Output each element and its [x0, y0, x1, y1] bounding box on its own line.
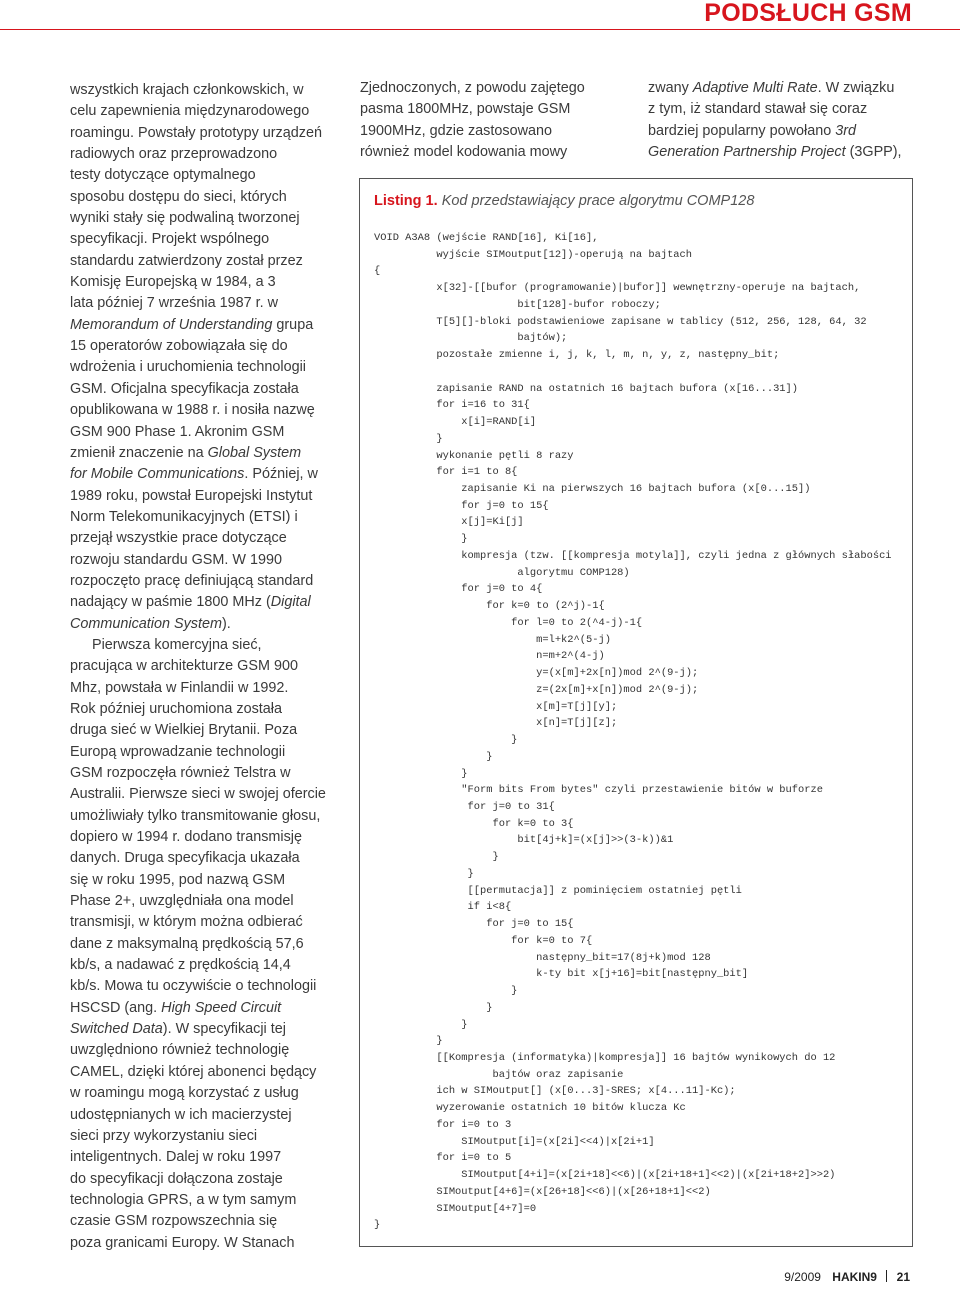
code-line: }: [374, 767, 468, 780]
text-line: Memorandum of Understanding grupa: [70, 316, 314, 333]
text-line: nadający w paśmie 1800 MHz (Digital: [70, 594, 311, 611]
listing-description: Kod przedstawiający prace algorytmu COMP128: [441, 193, 755, 209]
text-line: umożliwiały tylko transmitowanie głosu,: [70, 807, 321, 824]
text-line: GSM 900 Phase 1. Akronim GSM: [70, 423, 285, 440]
code-line: }: [374, 734, 518, 747]
text-line: bardziej popularny powołano 3rd: [648, 122, 857, 139]
listing-label: Listing 1.: [374, 193, 438, 209]
text-line: druga sieć w Wielkiej Brytanii. Poza: [70, 722, 298, 739]
text-line: Rok później uruchomiona została: [70, 700, 282, 717]
code-line: ich w SIMoutput[] (x[0...3]-SRES; x[4...11]-Kc);: [374, 1085, 736, 1098]
text-line: rozpoczęto pracę definiującą standard: [70, 572, 314, 589]
code-line: {: [374, 265, 381, 278]
text-line: for Mobile Communications. Później, w: [70, 466, 318, 483]
code-block: [374, 230, 892, 1234]
code-line: bit[4j+k]=(x[j]>>(3-k))&1: [374, 834, 674, 847]
text-line: transmisji, w którym można odbierać: [70, 914, 303, 931]
text-line: danych. Druga specyfikacja ukazała: [70, 850, 300, 867]
code-line: x[i]=RAND[i]: [374, 416, 537, 429]
code-line: x[n]=T[j][z];: [374, 717, 618, 730]
text-line: pasma 1800MHz, powstaje GSM: [360, 101, 571, 118]
code-line: pozostałe zmienne i, j, k, l, m, n, y, z, następny_bit;: [374, 349, 780, 362]
text-line: GSM. Oficjalna specyfikacja została: [70, 380, 299, 397]
text-line: technologia GPRS, a w tym samym: [70, 1191, 297, 1208]
text-line: poza granicami Europy. W Stanach: [70, 1234, 295, 1251]
section-title: PODSŁUCH GSM: [704, 0, 912, 27]
code-line: }: [374, 432, 443, 445]
code-line: T[5][]-bloki podstawieniowe zapisane w tablicy (512, 256, 128, 64, 32: [374, 315, 867, 328]
text-line: sieci przy wykorzystaniu sieci: [70, 1127, 258, 1144]
text-line: specyfikacji. Projekt wspólnego: [70, 231, 270, 248]
code-line: }: [374, 750, 493, 763]
text-line: w roamingu mogą korzystać z usług: [70, 1085, 299, 1102]
code-line: "Form bits From bytes" czyli przestawienie bitów w buforze: [374, 784, 823, 797]
code-line: x[32]-[[bufor (programowanie)|bufor]] wewnętrzny-operuje na bajtach,: [374, 282, 861, 295]
text-line: dane z maksymalną prędkością 57,6: [70, 935, 304, 952]
code-line: następny_bit=17(8j+k)mod 128: [374, 951, 711, 964]
code-line: x[m]=T[j][y];: [374, 700, 618, 713]
code-line: for j=0 to 15{: [374, 918, 574, 931]
text-line: wdrożenia i uruchomienia technologii: [70, 359, 306, 376]
issue-number: 9/2009: [784, 1270, 821, 1284]
code-line: for k=0 to (2^j)-1{: [374, 600, 605, 613]
code-line: }: [374, 1035, 443, 1048]
text-line: sposobu dostępu do sieci, których: [70, 188, 287, 205]
code-line: [[permutacja]] z pominięciem ostatniej pętli: [374, 884, 742, 897]
text-line: Australii. Pierwsze sieci w swojej ofercie: [70, 786, 326, 803]
article-column-right: [648, 78, 938, 163]
text-line: z tym, iż standard stawał się coraz: [648, 101, 868, 118]
code-line: zapisanie Ki na pierwszych 16 bajtach bufora (x[0...15]): [374, 483, 811, 496]
code-line: for k=0 to 3{: [374, 817, 574, 830]
text-line: Phase 2+, uwzględniała ona model: [70, 893, 294, 910]
code-line: for i=0 to 5: [374, 1152, 512, 1165]
text-line: Mhz, powstała w Finlandii w 1992.: [70, 679, 289, 696]
code-line: bajtów oraz zapisanie: [374, 1068, 624, 1081]
text-line: Zjednoczonych, z powodu zajętego: [360, 80, 585, 96]
code-line: }: [374, 851, 499, 864]
text-line: pracująca w architekturze GSM 900: [70, 658, 298, 675]
text-line: celu zapewnienia międzynarodowego: [70, 103, 310, 120]
code-line: for i=1 to 8{: [374, 466, 518, 479]
code-line: wyjście SIMoutput[12])-operują na bajtach: [374, 248, 693, 261]
text-line: zmienił znaczenie na Global System: [70, 444, 302, 461]
code-line: SIMoutput[i]=(x[2i]<<4)|x[2i+1]: [374, 1135, 655, 1148]
code-line: wykonanie pętli 8 razy: [374, 449, 574, 462]
code-line: for j=0 to 31{: [374, 800, 555, 813]
text-line: standardu zatwierdzony został przez: [70, 252, 303, 269]
code-line: algorytmu COMP128): [374, 566, 630, 579]
header-rule: [0, 29, 960, 30]
code-line: bit[128]-bufor roboczy;: [374, 298, 661, 311]
text-line: CAMEL, dzięki której abonenci będący: [70, 1063, 317, 1080]
code-line: }: [374, 1219, 381, 1232]
text-line: się w roku 1995, pod nazwą GSM: [70, 871, 286, 888]
code-line: for i=16 to 31{: [374, 399, 530, 412]
code-listing: [359, 178, 913, 1247]
code-line: z=(2x[m]+x[n])mod 2^(9-j);: [374, 683, 699, 696]
text-line: rozwoju standardu GSM. W 1990: [70, 551, 282, 568]
text-line: 15 operatorów zobowiązała się do: [70, 338, 288, 355]
text-line: do specyfikacji dołączona zostaje: [70, 1170, 283, 1187]
code-line: VOID A3A8 (wejście RAND[16], Ki[16],: [374, 232, 599, 244]
code-line: for j=0 to 15{: [374, 499, 549, 512]
article-column-left: [70, 80, 340, 1254]
text-line: przejął wszystkie prace dotyczące: [70, 530, 287, 547]
code-line: for k=0 to 7{: [374, 934, 593, 947]
text-line: lata później 7 września 1987 r. w: [70, 295, 278, 312]
code-line: SIMoutput[4+7]=0: [374, 1202, 537, 1215]
text-line: wszystkich krajach członkowskich, w: [70, 82, 304, 98]
page-footer: [784, 1270, 910, 1284]
code-line: SIMoutput[4+6]=(x[26+18]<<6)|(x[26+18+1]<<2): [374, 1185, 711, 1198]
code-line: }: [374, 533, 468, 546]
footer-divider: [886, 1270, 887, 1282]
text-line: uwzględniono również technologię: [70, 1042, 290, 1059]
text-line: Generation Partnership Project (3GPP),: [648, 144, 902, 161]
code-line: y=(x[m]+2x[n])mod 2^(9-j);: [374, 667, 699, 680]
code-line: }: [374, 1001, 493, 1014]
code-line: for l=0 to 2(^4-j)-1{: [374, 616, 643, 629]
text-line: 1900MHz, gdzie zastosowano: [360, 122, 552, 139]
text-line: radiowych oraz przeprowadzono: [70, 146, 278, 163]
code-line: [[Kompresja (informatyka)|kompresja]] 16 bajtów wynikowych do 12: [374, 1051, 836, 1064]
article-column-middle: [360, 78, 630, 163]
text-line: Europą wprowadzanie technologii: [70, 743, 286, 760]
text-line: Communication System).: [70, 615, 231, 632]
text-line: również model kodowania mowy: [360, 144, 568, 161]
code-line: for i=0 to 3: [374, 1118, 512, 1131]
text-line: roamingu. Powstały prototypy urządzeń: [70, 124, 322, 141]
code-line: kompresja (tzw. [[kompresja motyla]], czyli jedna z głównych słabości: [374, 549, 892, 562]
code-line: }: [374, 1018, 468, 1031]
code-line: SIMoutput[4+i]=(x[2i+18]<<6)|(x[2i+18+1]<<2)|(x[2i+18+2]>>2): [374, 1169, 836, 1182]
text-line: Komisję Europejską w 1984, a 3: [70, 274, 276, 291]
page-header: [0, 0, 960, 36]
text-line: opublikowana w 1988 r. i nosiła nazwę: [70, 402, 315, 419]
text-line: GSM rozpoczęła również Telstra w: [70, 765, 291, 781]
text-line: kb/s. Mowa tu oczywiście o technologii: [70, 978, 317, 995]
text-line: czasie GSM rozpowszechnia się: [70, 1213, 278, 1230]
text-line: 1989 roku, powstał Europejski Instytut: [70, 487, 313, 504]
code-line: bajtów);: [374, 332, 568, 345]
text-line: HSCSD (ang. High Speed Circuit: [70, 999, 282, 1016]
text-line: Pierwsza komercyjna sieć,: [92, 636, 262, 653]
code-line: for j=0 to 4{: [374, 583, 543, 596]
code-line: if i<8{: [374, 901, 512, 914]
page-number: 21: [896, 1270, 910, 1284]
code-line: wyzerowanie ostatnich 10 bitów klucza Kc: [374, 1102, 686, 1115]
code-line: }: [374, 985, 518, 998]
text-line: testy dotyczące optymalnego: [70, 167, 256, 184]
text-line: zwany Adaptive Multi Rate. W związku: [648, 80, 895, 96]
magazine-name: HAKIN9: [832, 1270, 877, 1284]
code-line: [374, 364, 892, 381]
text-line: udostępnianych w ich macierzystej: [70, 1106, 292, 1123]
listing-caption: [374, 193, 754, 209]
text-line: Norm Telekomunikacyjnych (ETSI) i: [70, 508, 298, 525]
code-line: zapisanie RAND na ostatnich 16 bajtach bufora (x[16...31]): [374, 382, 799, 395]
text-line: inteligentnych. Dalej w roku 1997: [70, 1149, 282, 1166]
text-line: wyniki stały się podwaliną tworzonej: [70, 210, 300, 227]
code-line: n=m+2^(4-j): [374, 650, 605, 663]
text-line: dopiero w 1994 r. dodano transmisję: [70, 829, 302, 846]
text-line: Switched Data). W specyfikacji tej: [70, 1021, 286, 1038]
code-line: m=l+k2^(5-j): [374, 633, 611, 646]
text-line: kb/s, a nadawać z prędkością 14,4: [70, 957, 291, 974]
code-line: k-ty bit x[j+16]=bit[następny_bit]: [374, 968, 749, 981]
code-line: }: [374, 867, 474, 880]
code-line: x[j]=Ki[j]: [374, 516, 524, 529]
